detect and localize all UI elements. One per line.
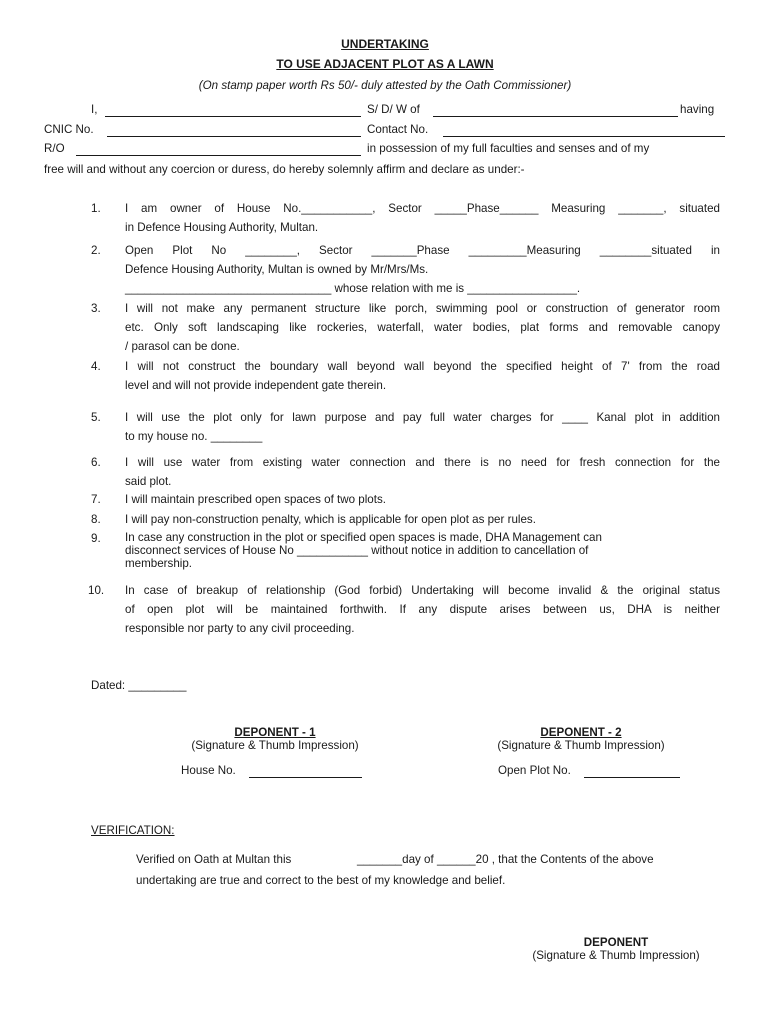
item-8 — [125, 510, 720, 529]
deponent-1-signature-label: (Signature & Thumb Impression) — [191, 739, 359, 752]
sdw-label: S/ D/ W of — [367, 103, 420, 116]
item-1 — [125, 199, 720, 237]
item-10-line-3: responsible nor party to any civil proceeding. — [125, 622, 355, 635]
house-no-label: House No. — [181, 764, 236, 777]
name-label: I, — [91, 103, 98, 116]
final-deponent-signature-label: (Signature & Thumb Impression) — [532, 949, 700, 962]
item-1-line-2: in Defence Housing Authority, Multan. — [125, 221, 319, 234]
residence-field[interactable] — [76, 143, 361, 156]
item-6-line-1: I will use water from existing water connection and there is no need for fresh connection for the — [125, 456, 720, 469]
dated-field[interactable]: Dated: _________ — [91, 679, 187, 692]
item-6-number: 6. — [91, 456, 101, 469]
item-5-number: 5. — [91, 411, 101, 424]
open-plot-no-label: Open Plot No. — [498, 764, 571, 777]
item-2-line-3: ________________________________ whose relation with me is _________________. — [125, 282, 581, 295]
item-4 — [125, 357, 720, 395]
father-name-field[interactable] — [433, 104, 678, 117]
ro-label: R/O — [44, 142, 65, 155]
item-1-number: 1. — [91, 202, 101, 215]
having-text: having — [680, 103, 715, 116]
item-6-line-2: said plot. — [125, 475, 172, 488]
item-2 — [125, 241, 720, 298]
item-7-line-1: I will maintain prescribed open spaces of two plots. — [125, 493, 386, 506]
item-6 — [125, 453, 720, 491]
verification-line-1a: Verified on Oath at Multan this — [136, 853, 292, 866]
document-subtitle-heading: TO USE ADJACENT PLOT AS A LAWN — [276, 57, 494, 71]
item-1-line-1: I am owner of House No.___________, Sector _____Phase______ Measuring _______, situated — [125, 202, 720, 215]
item-4-line-2: level and will not provide independent gate therein. — [125, 379, 387, 392]
item-10-number: 10. — [88, 584, 105, 597]
verification-line-1b: _______day of ______20 , that the Contents of the above — [357, 853, 654, 866]
item-9-line-2: disconnect services of House No ___________ without notice in addition to cancellation of — [125, 544, 589, 557]
cnic-label: CNIC No. — [44, 123, 94, 136]
item-3-number: 3. — [91, 302, 101, 315]
item-4-number: 4. — [91, 360, 101, 373]
item-7-number: 7. — [91, 493, 101, 506]
open-plot-no-field[interactable] — [584, 765, 680, 778]
item-8-line-1: I will pay non-construction penalty, which is applicable for open plot as per rules. — [125, 513, 536, 526]
item-8-number: 8. — [91, 513, 101, 526]
deponent-1-block — [160, 726, 390, 752]
item-4-line-1: I will not construct the boundary wall beyond wall beyond the specified height of 7' from the road — [125, 360, 720, 373]
item-10 — [125, 581, 720, 638]
deponent-1-title: DEPONENT - 1 — [234, 726, 316, 739]
name-field[interactable] — [105, 104, 361, 117]
item-3-line-2: etc. Only soft landscaping like rockeries, waterfall, water bodies, plat forms and removable canopy — [125, 321, 720, 334]
possession-text: in possession of my full faculties and senses and of my — [367, 142, 650, 155]
item-5-line-2: to my house no. ________ — [125, 430, 263, 443]
item-9-line-1: In case any construction in the plot or specified open spaces is made, DHA Management can — [125, 531, 602, 544]
final-deponent-title: DEPONENT — [583, 936, 649, 949]
item-10-line-1: In case of breakup of relationship (God forbid) Undertaking will become invalid & the original status — [125, 584, 720, 597]
item-5 — [125, 408, 720, 446]
item-9 — [125, 531, 720, 570]
item-2-number: 2. — [91, 244, 101, 257]
item-3 — [125, 299, 720, 356]
contact-field[interactable] — [443, 124, 725, 137]
final-deponent-block — [496, 936, 736, 962]
house-no-field[interactable] — [249, 765, 362, 778]
item-3-line-1: I will not make any permanent structure like porch, swimming pool or construction of generator room — [125, 302, 720, 315]
verification-title: VERIFICATION: — [91, 824, 175, 837]
item-2-line-2: Defence Housing Authority, Multan is owned by Mr/Mrs/Ms. — [125, 263, 429, 276]
item-7 — [125, 490, 720, 509]
deponent-2-signature-label: (Signature & Thumb Impression) — [497, 739, 665, 752]
item-10-line-2: of open plot will be maintained forthwith. If any dispute arises between us, DHA is neither — [125, 603, 720, 616]
contact-label: Contact No. — [367, 123, 429, 136]
item-2-line-1: Open Plot No ________, Sector _______Phase _________Measuring ________situated in — [125, 244, 720, 257]
item-9-line-3: membership. — [125, 557, 193, 570]
declaration-text: free will and without any coercion or duress, do hereby solemnly affirm and declare as under:- — [44, 163, 525, 176]
deponent-2-block — [466, 726, 696, 752]
stamp-paper-note: (On stamp paper worth Rs 50/- duly attested by the Oath Commissioner) — [198, 79, 572, 92]
item-5-line-1: I will use the plot only for lawn purpose and pay full water charges for ____ Kanal plot in addition — [125, 411, 720, 424]
item-3-line-3: / parasol can be done. — [125, 340, 240, 353]
verification-line-2: undertaking are true and correct to the best of my knowledge and belief. — [136, 874, 506, 887]
cnic-field[interactable] — [107, 124, 361, 137]
item-9-number: 9. — [91, 532, 101, 545]
document-title: UNDERTAKING — [341, 37, 429, 51]
deponent-2-title: DEPONENT - 2 — [540, 726, 622, 739]
